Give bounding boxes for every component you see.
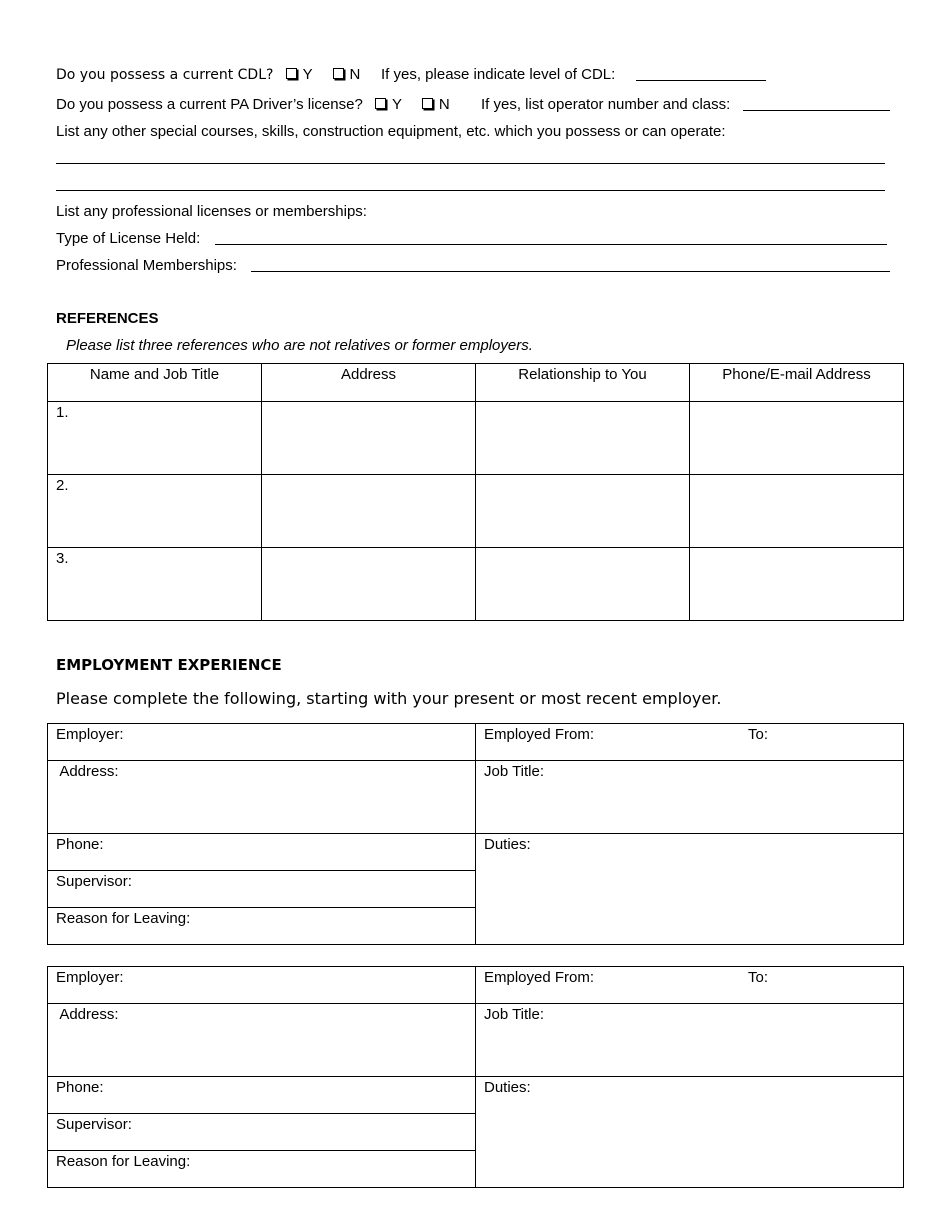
reason-label: Reason for Leaving: [56, 910, 191, 927]
table-row [48, 402, 904, 475]
job-title-label: Job Title: [484, 1006, 545, 1023]
cdl-level-field[interactable] [636, 80, 766, 81]
pa-yes-label: Y [391, 96, 402, 113]
reason-label: Reason for Leaving: [56, 1153, 191, 1170]
references-instruction: Please list three references who are not relatives or former employers. [66, 337, 533, 354]
employer-1-dates-field[interactable] [476, 724, 904, 761]
employed-from-label: Employed From: [484, 969, 595, 986]
ref-3-relationship[interactable] [476, 548, 690, 621]
to-label: To: [748, 726, 769, 743]
address-label: Address: [56, 763, 119, 780]
supervisor-label: Supervisor: [56, 873, 132, 890]
ref-3-address[interactable] [262, 548, 476, 621]
skills-line-2[interactable] [56, 190, 885, 191]
references-heading: REFERENCES [56, 310, 159, 327]
employer-1-name-field[interactable] [48, 724, 476, 761]
employer-label: Employer: [56, 726, 124, 743]
ref-1-phone[interactable] [690, 402, 904, 475]
employer-2-duties-field[interactable] [476, 1077, 904, 1188]
pa-license-question-row [56, 96, 450, 114]
employed-from-label: Employed From: [484, 726, 595, 743]
ref-1-name[interactable]: 1. [48, 402, 262, 475]
ref-2-name[interactable]: 2. [48, 475, 262, 548]
memberships-field[interactable] [251, 271, 890, 272]
employer-2-phone-field[interactable] [48, 1077, 476, 1114]
col-relationship: Relationship to You [476, 364, 690, 402]
licenses-prompt: List any professional licenses or memberships: [56, 203, 367, 220]
employer-2-name-field[interactable] [48, 967, 476, 1004]
col-address: Address [262, 364, 476, 402]
cdl-level-label: If yes, please indicate level of CDL: [381, 66, 616, 83]
phone-label: Phone: [56, 1079, 104, 1096]
phone-label: Phone: [56, 836, 104, 853]
job-title-label: Job Title: [484, 763, 545, 780]
employer-1-supervisor-field[interactable] [48, 871, 476, 908]
references-table [47, 363, 904, 621]
pa-operator-label: If yes, list operator number and class: [481, 96, 731, 113]
license-type-label: Type of License Held: [56, 230, 201, 247]
employment-heading: EMPLOYMENT EXPERIENCE [56, 656, 282, 674]
table-row [48, 548, 904, 621]
employer-1-duties-field[interactable] [476, 834, 904, 945]
license-type-field[interactable] [215, 244, 887, 245]
employer-1-address-field[interactable] [48, 761, 476, 834]
ref-1-relationship[interactable] [476, 402, 690, 475]
cdl-yes-checkbox[interactable] [286, 68, 297, 79]
employer-1-reason-field[interactable] [48, 908, 476, 945]
memberships-label: Professional Memberships: [56, 257, 237, 274]
supervisor-label: Supervisor: [56, 1116, 132, 1133]
pa-no-label: N [438, 96, 450, 113]
address-label: Address: [56, 1006, 119, 1023]
cdl-yes-label: Y [302, 66, 313, 83]
employer-block-2 [47, 966, 904, 1188]
cdl-question: Do you possess a current CDL? [56, 67, 274, 83]
employer-block-1 [47, 723, 904, 945]
pa-no-checkbox[interactable] [422, 98, 433, 109]
employer-2-dates-field[interactable] [476, 967, 904, 1004]
pa-yes-checkbox[interactable] [375, 98, 386, 109]
ref-3-phone[interactable] [690, 548, 904, 621]
employer-2-reason-field[interactable] [48, 1151, 476, 1188]
duties-label: Duties: [484, 1079, 531, 1096]
skills-line-1[interactable] [56, 163, 885, 164]
cdl-question-row [56, 66, 360, 84]
employer-1-job-title-field[interactable] [476, 761, 904, 834]
employment-instruction: Please complete the following, starting with your present or most recent employer. [56, 689, 722, 708]
employer-2-job-title-field[interactable] [476, 1004, 904, 1077]
references-header-row [48, 364, 904, 402]
employer-1-phone-field[interactable] [48, 834, 476, 871]
pa-operator-field[interactable] [743, 110, 890, 111]
employer-2-supervisor-field[interactable] [48, 1114, 476, 1151]
employer-2-address-field[interactable] [48, 1004, 476, 1077]
cdl-no-label: N [349, 66, 361, 83]
col-phone-email: Phone/E-mail Address [690, 364, 904, 402]
ref-3-name[interactable]: 3. [48, 548, 262, 621]
table-row [48, 475, 904, 548]
ref-2-relationship[interactable] [476, 475, 690, 548]
pa-license-question: Do you possess a current PA Driver’s license? [56, 96, 363, 113]
skills-prompt: List any other special courses, skills, construction equipment, etc. which you possess or can operate: [56, 123, 726, 140]
to-label: To: [748, 969, 769, 986]
col-name-title: Name and Job Title [48, 364, 262, 402]
ref-2-phone[interactable] [690, 475, 904, 548]
duties-label: Duties: [484, 836, 531, 853]
ref-1-address[interactable] [262, 402, 476, 475]
ref-2-address[interactable] [262, 475, 476, 548]
employer-label: Employer: [56, 969, 124, 986]
cdl-no-checkbox[interactable] [333, 68, 344, 79]
